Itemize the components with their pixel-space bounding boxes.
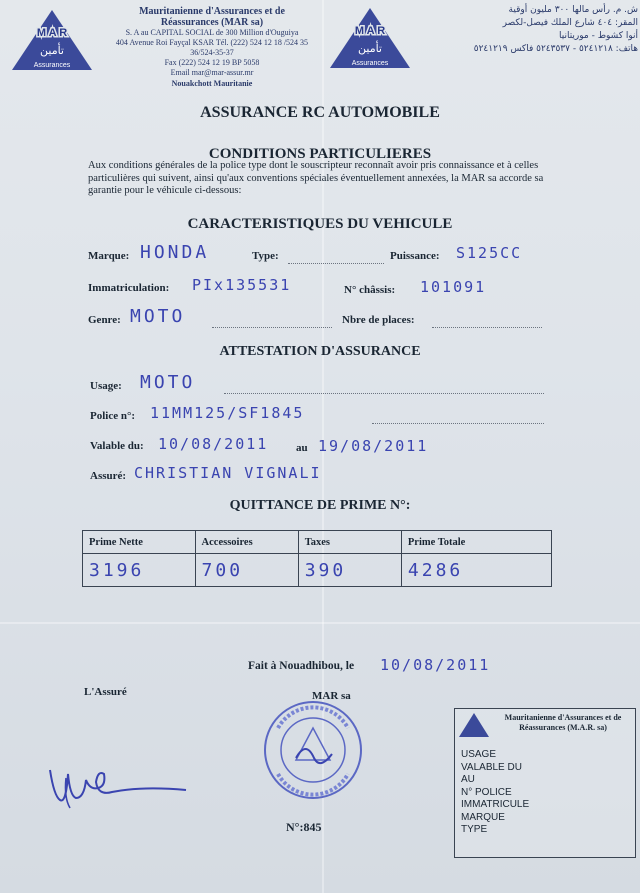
logo-letters-ar-right: تأمين bbox=[358, 42, 382, 55]
logo-letters-bottom: Assurances bbox=[33, 62, 71, 69]
coupon-field-valable: VALABLE DU bbox=[461, 761, 522, 773]
coupon-field-immatricule: IMMATRICULE bbox=[461, 799, 530, 810]
taxes-value: 390 bbox=[304, 559, 347, 581]
immat-label: Immatriculation: bbox=[88, 282, 170, 294]
prime-totale-value: 4286 bbox=[407, 559, 464, 581]
company-address: 404 Avenue Roi Fayçal KSAR Tél. (222) 524 12 18 /524 35 bbox=[115, 38, 309, 47]
accessoires-value: 700 bbox=[201, 559, 244, 581]
coupon-fields bbox=[461, 749, 529, 837]
company-name-line1: Mauritanienne d'Assurances et de bbox=[139, 6, 285, 17]
company-phone2: 36/524-35-37 bbox=[190, 48, 234, 57]
arabic-line2: المقر: ٤٠٤ شارع الملك فيصل-لكصر bbox=[502, 18, 638, 28]
puissance-label: Puissance: bbox=[390, 250, 440, 262]
col-accessoires: Accessoires bbox=[195, 531, 298, 554]
premium-table bbox=[82, 530, 552, 587]
mar-signature-label: MAR sa bbox=[312, 690, 351, 702]
valable-label: Valable du: bbox=[90, 440, 144, 452]
col-prime-totale: Prime Totale bbox=[401, 531, 551, 554]
prime-nette-value: 3196 bbox=[89, 559, 145, 581]
coupon-header bbox=[493, 713, 633, 733]
arabic-line4: هاتف: ٥٢٤١٢١٨ - ٥٢٤٣٥٣٧ فاكس ٥٢٤١٢١٩ bbox=[473, 44, 638, 54]
fait-date-value: 10/08/2011 bbox=[380, 656, 491, 674]
quittance-heading: QUITTANCE DE PRIME N°: bbox=[229, 498, 411, 513]
police-value: 11MM125/SF1845 bbox=[150, 404, 305, 422]
assure-signature-label: L'Assuré bbox=[84, 686, 127, 698]
valable-from-value: 10/08/2011 bbox=[158, 435, 269, 453]
company-city: Nouakchott Mauritanie bbox=[171, 79, 253, 88]
col-prime-nette: Prime Nette bbox=[83, 531, 196, 554]
company-stamp bbox=[258, 698, 368, 802]
places-dots bbox=[432, 326, 542, 328]
assure-label: Assuré: bbox=[90, 470, 127, 482]
document-number: N°:845 bbox=[286, 820, 322, 834]
conditions-heading: CONDITIONS PARTICULIERES bbox=[208, 146, 432, 162]
coupon-logo bbox=[457, 711, 491, 739]
immat-value: PIx135531 bbox=[192, 276, 292, 294]
company-email: Email mar@mar-assur.mr bbox=[170, 68, 254, 77]
usage-dots bbox=[224, 392, 544, 394]
marque-label: Marque: bbox=[88, 250, 130, 262]
attestation-heading: ATTESTATION D'ASSURANCE bbox=[219, 344, 421, 359]
company-header-ar bbox=[410, 4, 638, 56]
police-label: Police n°: bbox=[90, 410, 136, 422]
logo-letters-top: M A R bbox=[36, 27, 68, 39]
company-header-fr bbox=[92, 6, 332, 89]
client-signature bbox=[44, 758, 194, 812]
marque-value: HONDA bbox=[140, 242, 210, 263]
paper-fold-horizontal bbox=[0, 622, 640, 624]
usage-value: MOTO bbox=[140, 372, 196, 393]
genre-label: Genre: bbox=[88, 314, 121, 326]
assure-value: CHRISTIAN VIGNALI bbox=[134, 464, 322, 482]
genre-value: MOTO bbox=[130, 306, 186, 327]
puissance-value: S125CC bbox=[456, 244, 523, 262]
document-title: ASSURANCE RC AUTOMOBILE bbox=[200, 104, 440, 121]
coupon-field-au: AU bbox=[461, 774, 475, 785]
type-dots bbox=[288, 262, 384, 264]
mar-logo-left bbox=[10, 8, 94, 72]
company-name-line2: Réassurances (MAR sa) bbox=[160, 17, 264, 28]
fait-label: Fait à Nouadhibou, le bbox=[248, 660, 355, 672]
coupon-header-line2: Réassurances (M.A.R. sa) bbox=[519, 723, 607, 732]
logo-letters-bottom-right: Assurances bbox=[351, 60, 389, 67]
coupon-field-marque: MARQUE bbox=[461, 811, 505, 823]
conditions-text: Aux conditions générales de la police type dont le souscripteur reconnaît avoir pris connaissance et à celles particulières qui suivent, ainsi qu'aux conventions spéciales éventuellement annexées, la MAR sa accorde sa garantie pour le véhicule ci-dessous: bbox=[88, 160, 544, 196]
coupon-field-police: N° POLICE bbox=[461, 786, 512, 798]
genre-dots bbox=[212, 326, 332, 328]
company-fax: Fax (222) 524 12 19 BP 5058 bbox=[164, 58, 260, 67]
usage-label: Usage: bbox=[90, 380, 122, 392]
type-label: Type: bbox=[252, 250, 279, 262]
au-label: au bbox=[296, 442, 308, 454]
logo-letters-ar: تأمين bbox=[40, 44, 64, 57]
col-taxes: Taxes bbox=[298, 531, 401, 554]
company-capital: S. A au CAPITAL SOCIAL de 300 Million d'Ouguiya bbox=[125, 28, 299, 37]
places-label: Nbre de places: bbox=[342, 314, 415, 326]
mar-logo-right bbox=[328, 6, 412, 70]
coupon-box bbox=[454, 708, 636, 858]
chassis-value: 101091 bbox=[420, 278, 487, 296]
arabic-line1: ش. م. رأس مالها ٣٠٠ مليون أوقية bbox=[508, 5, 638, 15]
logo-letters-top-right: M A R bbox=[354, 25, 386, 37]
vehicle-heading: CARACTERISTIQUES DU VEHICULE bbox=[187, 216, 453, 232]
valable-to-value: 19/08/2011 bbox=[318, 437, 429, 455]
premium-table-row bbox=[83, 554, 552, 587]
chassis-label: N° châssis: bbox=[344, 284, 396, 296]
arabic-line3: أنوا كشوط - موريتانيا bbox=[558, 31, 638, 41]
premium-table-header bbox=[83, 531, 552, 554]
police-dots bbox=[372, 422, 544, 424]
coupon-header-line1: Mauritanienne d'Assurances et de bbox=[504, 713, 622, 722]
coupon-field-type: TYPE bbox=[461, 824, 488, 835]
coupon-field-usage: USAGE bbox=[461, 749, 497, 760]
